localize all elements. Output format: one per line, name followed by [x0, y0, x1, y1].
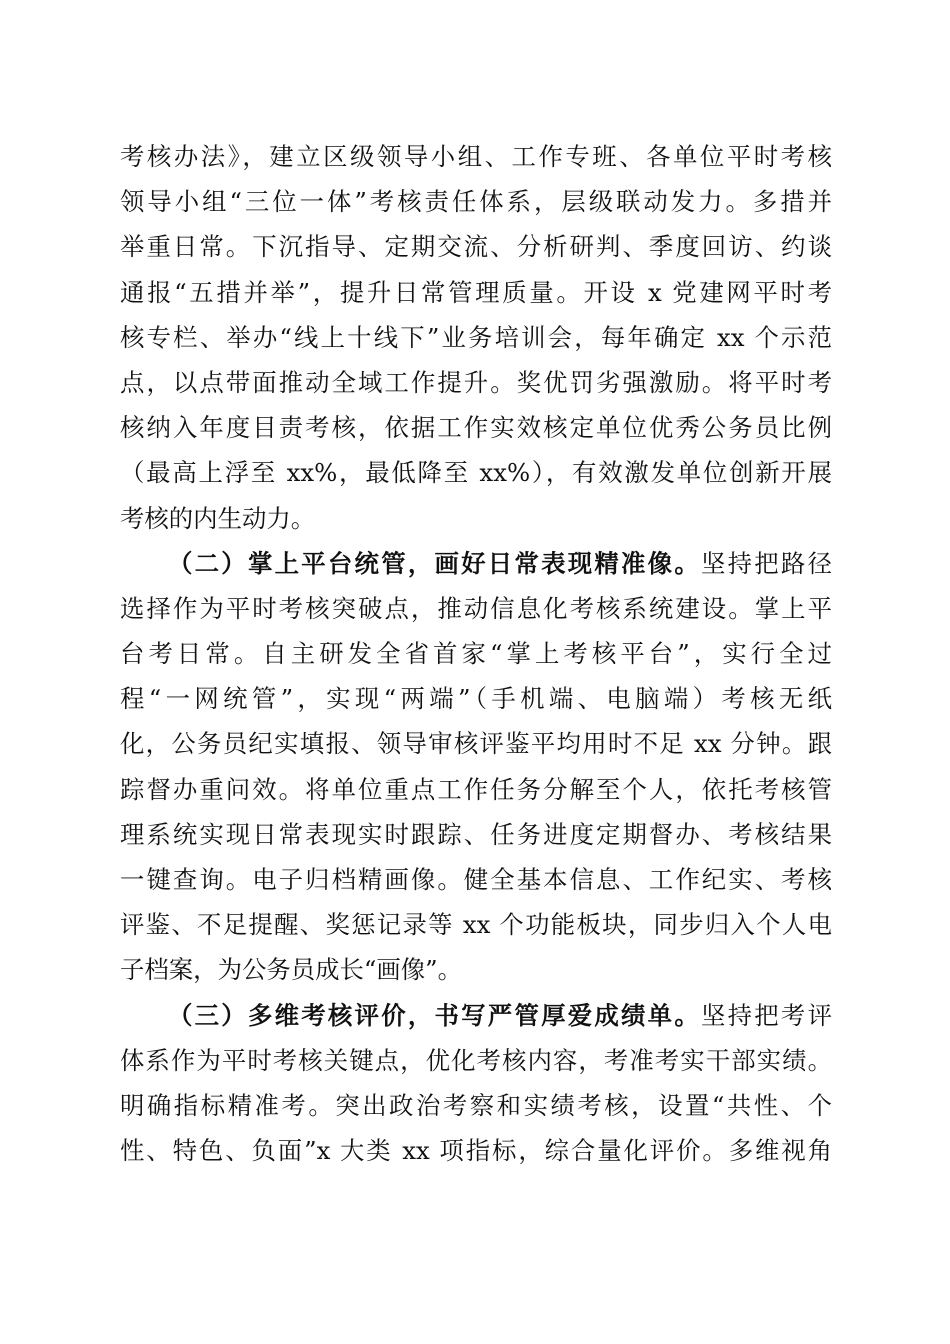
paragraph-first-line: [120, 993, 832, 1038]
paragraph-1: [120, 134, 832, 541]
text-line: 核纳入年度目责考核，依据工作实效核定单位优秀公务员比例: [120, 413, 832, 443]
text-span: 坚持把路径: [700, 548, 832, 578]
paragraph-first-line: [120, 541, 832, 586]
text-line: 选择作为平时考核突破点，推动信息化考核系统建设。掌上平: [120, 593, 832, 623]
text-line: 核专栏、举办“线上十线下”业务培训会，每年确定 xx 个示范: [120, 322, 832, 352]
text-line: 台考日常。自主研发全省首家“掌上考核平台”，实行全过: [120, 639, 832, 669]
text-line: 举重日常。下沉指导、定期交流、分析研判、季度回访、约谈: [120, 232, 832, 262]
text-line: 明确指标精准考。突出政治考察和实绩考核，设置“共性、个: [120, 1090, 832, 1120]
text-line: 子档案，为公务员成长“画像”。: [120, 955, 463, 985]
text-line: 评鉴、不足提醒、奖惩记录等 xx 个功能板块，同步归入个人电: [120, 910, 832, 940]
text-line: 性、特色、负面”x 大类 xx 项指标，综合量化评价。多维视角: [120, 1136, 832, 1166]
text-line: （最高上浮至 xx%，最低降至 xx%），有效激发单位创新开展: [120, 458, 832, 488]
text-line: 考核办法》，建立区级领导小组、工作专班、各单位平时考核: [120, 142, 832, 171]
text-line: 考核的内生动力。: [120, 503, 316, 533]
paragraph-3: [120, 993, 832, 1174]
document-body: [120, 134, 832, 1173]
text-line: 一键查询。电子归档精画像。健全基本信息、工作纪实、考核: [120, 865, 832, 894]
text-line: 理系统实现日常表现实时跟踪、任务进度定期督办、考核结果: [120, 819, 832, 849]
text-line: 点，以点带面推动全域工作提升。奖优罚劣强激励。将平时考: [120, 367, 832, 397]
section-heading: （三）多维考核评价，书写严管厚爱成绩单。: [168, 1000, 701, 1030]
text-line: 通报“五措并举”，提升日常管理质量。开设 x 党建网平时考: [120, 277, 832, 307]
text-line: 踪督办重问效。将单位重点工作任务分解至个人，依托考核管: [120, 774, 832, 804]
text-span: 坚持把考评: [700, 1000, 832, 1030]
text-line: 程“一网统管”，实现“两端”（手机端、电脑端）考核无纸: [120, 684, 832, 714]
text-line: 领导小组“三位一体”考核责任体系，层级联动发力。多措并: [120, 187, 832, 217]
text-line: 化，公务员纪实填报、领导审核评鉴平均用时不足 xx 分钟。跟: [120, 729, 832, 759]
section-heading: （二）掌上平台统管，画好日常表现精准像。: [168, 548, 701, 578]
paragraph-2: [120, 541, 832, 993]
text-line: 体系作为平时考核关键点，优化考核内容，考准考实干部实绩。: [120, 1045, 832, 1075]
